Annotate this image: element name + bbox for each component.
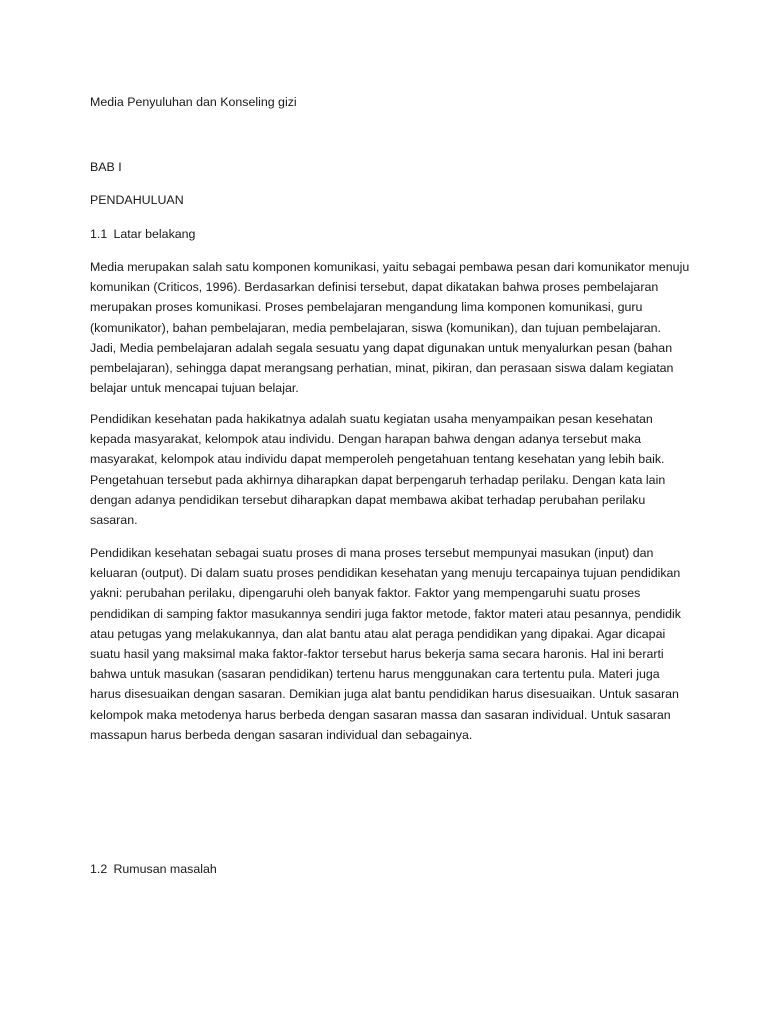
section-title: Rumusan masalah — [113, 862, 217, 876]
section-number: 1.1 — [90, 227, 108, 241]
section-heading-1-2 — [90, 859, 217, 879]
chapter-title: PENDAHULUAN — [90, 193, 184, 207]
section-number: 1.2 — [90, 862, 108, 876]
section-heading-1-1 — [90, 224, 195, 244]
section-title: Latar belakang — [113, 227, 196, 241]
paragraph: Pendidikan kesehatan pada hakikatnya adalah suatu kegiatan usaha menyampaikan pesan kesehatan kepada masyarakat, kelompok atau individu. Dengan harapan bahwa dengan adanya tersebut maka masyarakat, kelompok atau individu dapat memperoleh pengetahuan tentang kesehatan yang lebih baik. Pengetahuan tersebut pada akhirnya diharapkan dapat berpengaruh terhadap perilaku. Dengan kata lain dengan adanya pendidikan tersebut diharapkan dapat membawa akibat terhadap perubahan perilaku sasaran. — [90, 412, 666, 528]
chapter-number: BAB I — [90, 160, 122, 174]
paragraph: Pendidikan kesehatan sebagai suatu proses di mana proses tersebut mempunyai masukan (input) dan keluaran (output). Di dalam suatu proses pendidikan kesehatan yang menuju tercapainya tujuan pendidikan yakni: perubahan perilaku, dipengaruhi oleh banyak faktor. Faktor yang mempengaruhi suatu proses pendidikan di samping faktor masukannya sendiri juga faktor metode, faktor materi atau pesannya, pendidik atau petugas yang melakukannya, dan alat bantu atau alat peraga pendidikan yang dipakai. Agar dicapai suatu hasil yang maksimal maka faktor-faktor tersebut harus bekerja sama secara haronis. Hal ini berarti bahwa untuk masukan (sasaran pendidikan) tertenu harus menggunakan cara tertentu pula. Materi juga harus disesuaikan dengan sasaran. Demikian juga alat bantu pendidikan harus disesuaikan. Untuk sasaran kelompok maka metodenya harus berbeda dengan sasaran massa dan sasaran individual. Untuk sasaran massapun harus berbeda dengan sasaran individual dan sebagainya. — [90, 546, 681, 742]
document-title: Media Penyuluhan dan Konseling gizi — [90, 95, 297, 109]
paragraph: Media merupakan salah satu komponen komunikasi, yaitu sebagai pembawa pesan dari komunikator menuju komunikan (Criticos, 1996). Berdasarkan definisi tersebut, dapat dikatakan bahwa proses pembelajaran merupakan proses komunikasi. Proses pembelajaran mengandung lima komponen komunikasi, guru (komunikator), bahan pembelajaran, media pembelajaran, siswa (komunikan), dan tujuan pembelajaran. Jadi, Media pembelajaran adalah segala sesuatu yang dapat digunakan untuk menyalurkan pesan (bahan pembelajaran), sehingga dapat merangsang perhatian, minat, pikiran, dan perasaan siswa dalam kegiatan belajar untuk mencapai tujuan belajar. — [90, 260, 690, 396]
